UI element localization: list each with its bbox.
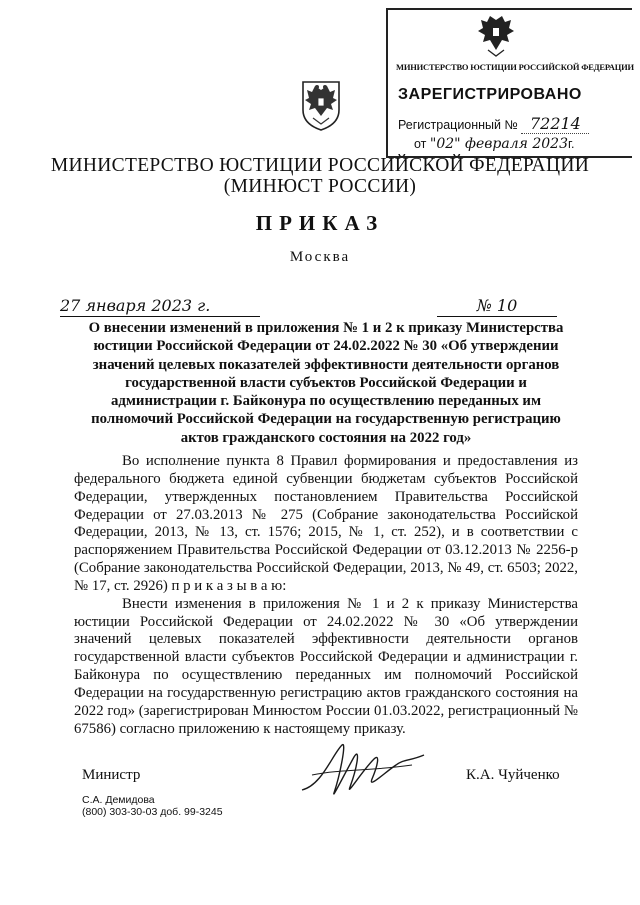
stamp-date <box>414 136 575 152</box>
stamp-reg-label: Регистрационный № <box>398 118 518 132</box>
order-number: № 10 <box>476 296 518 315</box>
stamp-status: ЗАРЕГИСТРИРОВАНО <box>398 86 582 103</box>
signature-icon <box>292 735 442 810</box>
order-date-field <box>60 296 260 317</box>
stamp-date-prefix: от <box>414 137 427 151</box>
signatory-name: К.А. Чуйченко <box>466 767 560 783</box>
document-title: О внесении изменений в приложения № 1 и 2 к приказу Министерства юстиции Российской Федерации от 24.02.2022 № 30 «Об утверждении значений целевых показателей эффективности деятельности органов государственной власти субъектов Российской Федерации и администрации г. Байконура по осуществлению переданных им полномочий Российской Федерации на государственную регистрацию актов гражданского состояния на 2022 год» <box>88 320 564 446</box>
document-body <box>74 453 578 739</box>
order-number-field <box>437 296 557 317</box>
order-date: 27 января 2023 г. <box>60 296 211 315</box>
executor-contact <box>82 794 223 818</box>
executor-name: С.А. Демидова <box>82 794 155 806</box>
ministry-name: МИНИСТЕРСТВО ЮСТИЦИИ РОССИЙСКОЙ ФЕДЕРАЦИИ <box>50 155 590 176</box>
coat-of-arms-icon <box>476 14 516 63</box>
signatory-position: Министр <box>82 767 141 783</box>
stamp-date-value: "02" февраля 2023 <box>429 136 568 152</box>
ministry-heading <box>0 155 640 197</box>
body-paragraph-2: Внести изменения в приложения № 1 и 2 к приказу Министерства юстиции Российской Федерации от 24.02.2022 № 30 «Об утверждении значений целевых показателей эффективности деятельности органов государственной власти субъектов Российской Федерации и администрации г. Байконура по осуществлению переданных им полномочий Российской Федерации на государственную регистрацию актов гражданского состояния на 2022 год» (зарегистрирован Минюстом России 01.03.2022, регистрационный № 67586) согласно приложению к настоящему приказу. <box>74 595 578 737</box>
ministry-short-name: (МИНЮСТ РОССИИ) <box>223 176 417 197</box>
stamp-date-suffix: г. <box>568 137 575 151</box>
stamp-organization: МИНИСТЕРСТВО ЮСТИЦИИ РОССИЙСКОЙ ФЕДЕРАЦИИ <box>396 62 634 72</box>
registration-stamp <box>386 8 632 158</box>
stamp-reg-number: 72214 <box>521 114 589 134</box>
body-paragraph-1: Во исполнение пункта 8 Правил формирования и предоставления из федерального бюджета единой субвенции бюджетам субъектов Российской Федерации, утвержденных постановлением Правительства Российской Федерации от 27.03.2013 № 275 (Собрание законодательства Российской Федерации, 2013, № 13, ст. 1576; 2015, № 1, ст. 252), и в соответствии с распоряжением Правительства Российской Федерации от 03.12.2013 № 2256-р (Собрание законодательства Российской Федерации, 2013, № 49, ст. 6503; 2022, № 17, ст. 2926) п р и к а з ы в а ю: <box>74 453 578 594</box>
executor-phone: (800) 303-30-03 доб. 99-3245 <box>82 806 223 818</box>
stamp-registration-number <box>398 114 589 134</box>
document-type: ПРИКАЗ <box>255 211 385 235</box>
document-city: Москва <box>289 249 351 265</box>
coat-of-arms-icon <box>295 76 347 137</box>
